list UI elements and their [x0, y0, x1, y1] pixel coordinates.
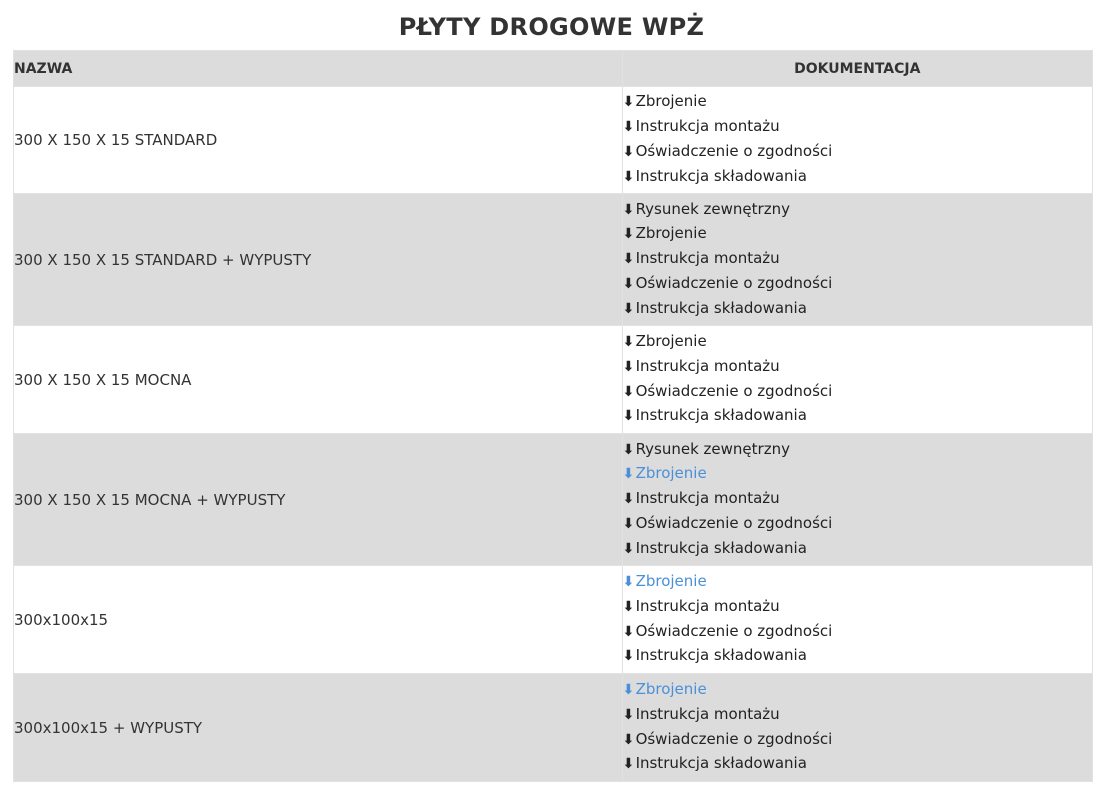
document-label: Instrukcja składowania	[635, 406, 807, 425]
document-list-item	[623, 728, 1092, 753]
document-list-item	[623, 355, 1092, 380]
document-download-link[interactable]	[623, 464, 707, 482]
document-label: Instrukcja składowania	[635, 166, 807, 185]
document-list-item	[623, 247, 1092, 272]
document-download-link[interactable]	[623, 274, 833, 292]
table-row	[14, 87, 1093, 194]
download-arrow-icon: ⬇	[622, 573, 635, 590]
download-arrow-icon: ⬇	[622, 144, 635, 160]
documentation-cell	[622, 87, 1092, 194]
download-arrow-icon: ⬇	[622, 383, 635, 400]
document-download-link[interactable]	[623, 224, 707, 242]
table-body	[14, 87, 1093, 782]
document-download-link[interactable]	[623, 299, 807, 317]
document-download-link[interactable]	[623, 332, 707, 350]
document-label: Instrukcja składowania	[635, 754, 807, 773]
document-label: Instrukcja montażu	[635, 117, 780, 136]
table-row	[14, 674, 1093, 782]
download-arrow-icon: ⬇	[622, 623, 635, 640]
document-list-item	[623, 537, 1092, 562]
document-list-item	[623, 115, 1092, 140]
document-label: Zbrojenie	[635, 92, 707, 111]
download-arrow-icon: ⬇	[622, 756, 635, 773]
document-list	[623, 90, 1092, 189]
document-list	[623, 330, 1092, 429]
download-arrow-icon: ⬇	[622, 226, 635, 243]
document-label: Zbrojenie	[635, 224, 707, 243]
download-arrow-icon: ⬇	[622, 540, 635, 557]
download-arrow-icon: ⬇	[622, 300, 635, 317]
product-name: 300 X 150 X 15 MOCNA + WYPUSTY	[14, 434, 623, 566]
document-download-link[interactable]	[623, 730, 833, 748]
document-label: Instrukcja składowania	[635, 298, 807, 317]
document-download-link[interactable]	[623, 514, 833, 532]
download-arrow-icon: ⬇	[622, 358, 635, 375]
document-download-link[interactable]	[623, 167, 807, 185]
document-label: Instrukcja montażu	[635, 596, 780, 615]
document-download-link[interactable]	[623, 539, 807, 557]
document-list-item	[623, 752, 1092, 777]
document-label: Zbrojenie	[635, 464, 707, 483]
download-arrow-icon: ⬇	[622, 706, 635, 723]
table-header-row	[14, 51, 1093, 87]
document-download-link[interactable]	[623, 646, 807, 664]
table-row	[14, 194, 1093, 326]
document-label: Instrukcja montażu	[635, 704, 780, 723]
document-label: Instrukcja montażu	[635, 356, 780, 375]
download-arrow-icon: ⬇	[622, 441, 635, 458]
document-download-link[interactable]	[623, 680, 707, 698]
document-label: Oświadczenie o zgodności	[635, 381, 833, 400]
document-label: Rysunek zewnętrzny	[635, 439, 790, 458]
document-download-link[interactable]	[623, 597, 780, 615]
download-arrow-icon: ⬇	[622, 491, 635, 508]
download-arrow-icon: ⬇	[622, 598, 635, 615]
product-name: 300x100x15	[14, 566, 623, 674]
download-arrow-icon: ⬇	[622, 94, 635, 111]
download-arrow-icon: ⬇	[622, 648, 635, 665]
table-row	[14, 434, 1093, 566]
document-label: Zbrojenie	[635, 679, 707, 698]
document-list-item	[623, 512, 1092, 537]
document-label: Instrukcja montażu	[635, 489, 780, 508]
documentation-cell	[622, 566, 1092, 674]
document-label: Oświadczenie o zgodności	[635, 142, 833, 160]
document-list	[623, 570, 1092, 669]
document-list-item	[623, 222, 1092, 247]
document-list-item	[623, 90, 1092, 115]
table-row	[14, 326, 1093, 434]
document-label: Instrukcja składowania	[635, 646, 807, 665]
download-arrow-icon: ⬇	[622, 466, 635, 483]
documentation-cell	[622, 434, 1092, 566]
document-download-link[interactable]	[623, 406, 807, 424]
download-arrow-icon: ⬇	[622, 201, 635, 218]
table-header	[14, 51, 1093, 87]
document-download-link[interactable]	[623, 249, 780, 267]
document-download-link[interactable]	[623, 200, 790, 218]
document-label: Oświadczenie o zgodności	[635, 513, 833, 532]
column-header-documentation: DOKUMENTACJA	[622, 51, 1092, 87]
document-label: Instrukcja składowania	[635, 538, 807, 557]
document-list-item	[623, 438, 1092, 463]
document-list-item	[623, 140, 1092, 165]
download-arrow-icon: ⬇	[622, 168, 635, 185]
documentation-cell	[622, 194, 1092, 326]
document-download-link[interactable]	[623, 142, 833, 160]
document-list-item	[623, 330, 1092, 355]
product-name: 300 X 150 X 15 STANDARD	[14, 87, 623, 194]
document-list-item	[623, 272, 1092, 297]
download-arrow-icon: ⬇	[622, 515, 635, 532]
document-list-item	[623, 165, 1092, 190]
table-row	[14, 566, 1093, 674]
documentation-cell	[622, 326, 1092, 434]
product-name: 300 X 150 X 15 MOCNA	[14, 326, 623, 434]
document-list	[623, 438, 1092, 562]
document-download-link[interactable]	[623, 382, 833, 400]
product-name: 300x100x15 + WYPUSTY	[14, 674, 623, 782]
document-label: Zbrojenie	[635, 331, 707, 350]
document-list-item	[623, 595, 1092, 620]
document-list-item	[623, 380, 1092, 405]
document-download-link[interactable]	[623, 622, 833, 640]
documentation-cell	[622, 674, 1092, 782]
document-label: Rysunek zewnętrzny	[635, 199, 790, 218]
product-name: 300 X 150 X 15 STANDARD + WYPUSTY	[14, 194, 623, 326]
document-download-link[interactable]	[623, 705, 780, 723]
document-list-item	[623, 198, 1092, 223]
column-header-name: NAZWA	[14, 51, 623, 87]
document-list-item	[623, 644, 1092, 669]
document-list-item	[623, 462, 1092, 487]
download-arrow-icon: ⬇	[622, 408, 635, 425]
document-list-item	[623, 570, 1092, 595]
document-label: Oświadczenie o zgodności	[635, 273, 833, 292]
document-list	[623, 678, 1092, 777]
page-title: PŁYTY DROGOWE WPŻ	[398, 13, 705, 41]
document-download-link[interactable]	[623, 92, 707, 110]
document-list-item	[623, 678, 1092, 703]
document-list-item	[623, 404, 1092, 429]
document-download-link[interactable]	[623, 572, 707, 590]
download-arrow-icon: ⬇	[622, 333, 635, 350]
download-arrow-icon: ⬇	[622, 731, 635, 748]
document-list-item	[623, 487, 1092, 512]
document-label: Oświadczenie o zgodności	[635, 621, 833, 640]
document-download-link[interactable]	[623, 117, 780, 135]
document-list-item	[623, 297, 1092, 322]
document-download-link[interactable]	[623, 440, 790, 458]
download-arrow-icon: ⬇	[622, 275, 635, 292]
document-label: Oświadczenie o zgodności	[635, 729, 833, 748]
download-arrow-icon: ⬇	[622, 251, 635, 268]
document-list	[623, 198, 1092, 322]
document-label: Instrukcja montażu	[635, 249, 780, 268]
document-list-item	[623, 620, 1092, 645]
document-download-link[interactable]	[623, 357, 780, 375]
document-download-link[interactable]	[623, 754, 807, 772]
document-download-link[interactable]	[623, 489, 780, 507]
documentation-table	[13, 50, 1093, 782]
document-label: Zbrojenie	[635, 571, 707, 590]
download-arrow-icon: ⬇	[622, 119, 635, 136]
download-arrow-icon: ⬇	[622, 681, 635, 698]
document-list-item	[623, 703, 1092, 728]
